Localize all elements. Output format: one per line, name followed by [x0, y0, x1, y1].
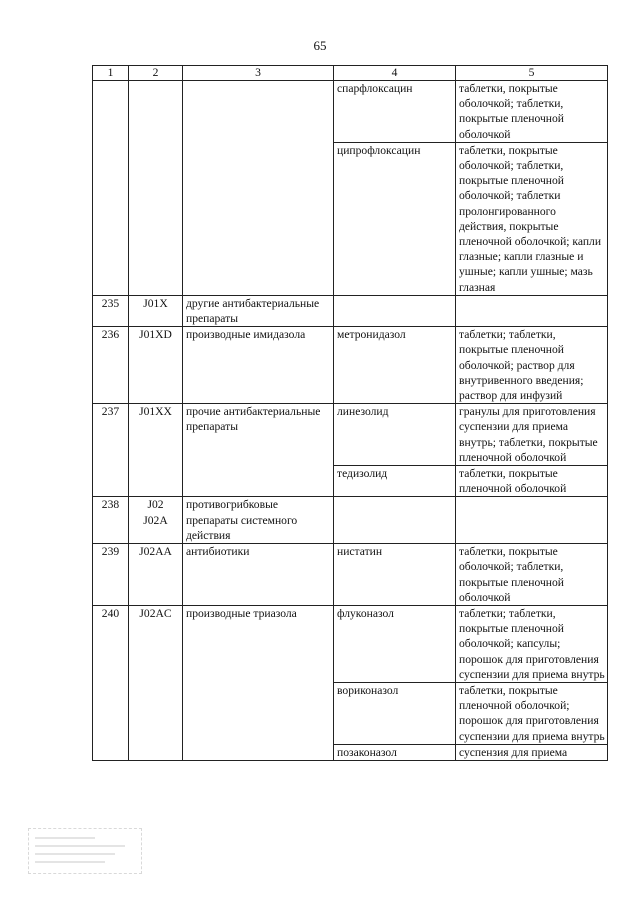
row-number: [93, 81, 129, 296]
anatomical-group: [183, 81, 334, 296]
dosage-forms: таблетки; таблетки, покрытые пленочной оболочкой; капсулы; порошок для приготовления суспензии для приема внутрь: [456, 605, 608, 682]
anatomical-group: производные триазола: [183, 605, 334, 760]
column-header: 1: [93, 66, 129, 81]
atc-code: [129, 544, 183, 606]
dosage-forms: таблетки, покрытые пленочной оболочкой; порошок для приготовления суспензии для приема внутрь: [456, 682, 608, 744]
drug-name: линезолид: [334, 404, 456, 466]
table-row: [93, 605, 608, 682]
dosage-forms: суспензия для приема: [456, 744, 608, 760]
column-header: 3: [183, 66, 334, 81]
drug-name: нистатин: [334, 544, 456, 606]
registration-stamp: [28, 828, 142, 874]
row-number: 235: [93, 295, 129, 326]
atc-code: [129, 404, 183, 497]
drug-name: [334, 295, 456, 326]
dosage-forms: гранулы для приготовления суспензии для приема внутрь; таблетки, покрытые пленочной оболочкой: [456, 404, 608, 466]
anatomical-group: противогрибковые препараты системного действия: [183, 497, 334, 544]
row-number: 237: [93, 404, 129, 497]
drug-name: метронидазол: [334, 327, 456, 404]
table-row: [93, 544, 608, 606]
atc-code: [129, 81, 183, 296]
drug-name: спарфлоксацин: [334, 81, 456, 143]
row-number: 236: [93, 327, 129, 404]
table-row: [93, 404, 608, 466]
table-row: [93, 327, 608, 404]
drug-name: флуконазол: [334, 605, 456, 682]
dosage-forms: таблетки, покрытые пленочной оболочкой: [456, 466, 608, 497]
anatomical-group: антибиотики: [183, 544, 334, 606]
dosage-forms: таблетки, покрытые оболочкой; таблетки, покрытые пленочной оболочкой: [456, 544, 608, 606]
atc-code: [129, 497, 183, 544]
atc-code: [129, 605, 183, 760]
dosage-forms: таблетки; таблетки, покрытые пленочной оболочкой; раствор для внутривенного введения; раствор для инфузий: [456, 327, 608, 404]
dosage-forms: таблетки, покрытые оболочкой; таблетки, покрытые пленочной оболочкой: [456, 81, 608, 143]
atc-code-line: J02: [147, 498, 164, 512]
anatomical-group: другие антибактериальные препараты: [183, 295, 334, 326]
drug-name: ципрофлоксацин: [334, 142, 456, 295]
drug-name: тедизолид: [334, 466, 456, 497]
row-number: 239: [93, 544, 129, 606]
atc-code-line: J02A: [143, 513, 168, 527]
drug-name: вориконазол: [334, 682, 456, 744]
row-number: 240: [93, 605, 129, 760]
drug-name: позаконазол: [334, 744, 456, 760]
table-header-row: [93, 66, 608, 81]
drug-name: [334, 497, 456, 544]
row-number: 238: [93, 497, 129, 544]
dosage-forms: [456, 497, 608, 544]
anatomical-group: производные имидазола: [183, 327, 334, 404]
atc-code: [129, 295, 183, 326]
table-row: [93, 295, 608, 326]
atc-code-line: J02AC: [139, 606, 172, 620]
atc-code-line: J01X: [143, 296, 168, 310]
dosage-forms: таблетки, покрытые оболочкой; таблетки, покрытые пленочной оболочкой; таблетки пролонгированного действия, покрытые пленочной оболочкой; капли глазные; капли глазные и ушные; капли ушные; мазь глазная: [456, 142, 608, 295]
column-header: 4: [334, 66, 456, 81]
anatomical-group: прочие антибактериальные препараты: [183, 404, 334, 497]
atc-code: [129, 327, 183, 404]
page-number: 65: [313, 38, 327, 53]
atc-code-line: J02AA: [139, 545, 172, 559]
drug-table: [92, 65, 608, 761]
table-row: [93, 81, 608, 143]
column-header: 2: [129, 66, 183, 81]
dosage-forms: [456, 295, 608, 326]
table-row: [93, 497, 608, 544]
atc-code-line: J01XD: [139, 328, 172, 342]
atc-code-line: J01XX: [139, 405, 172, 419]
column-header: 5: [456, 66, 608, 81]
